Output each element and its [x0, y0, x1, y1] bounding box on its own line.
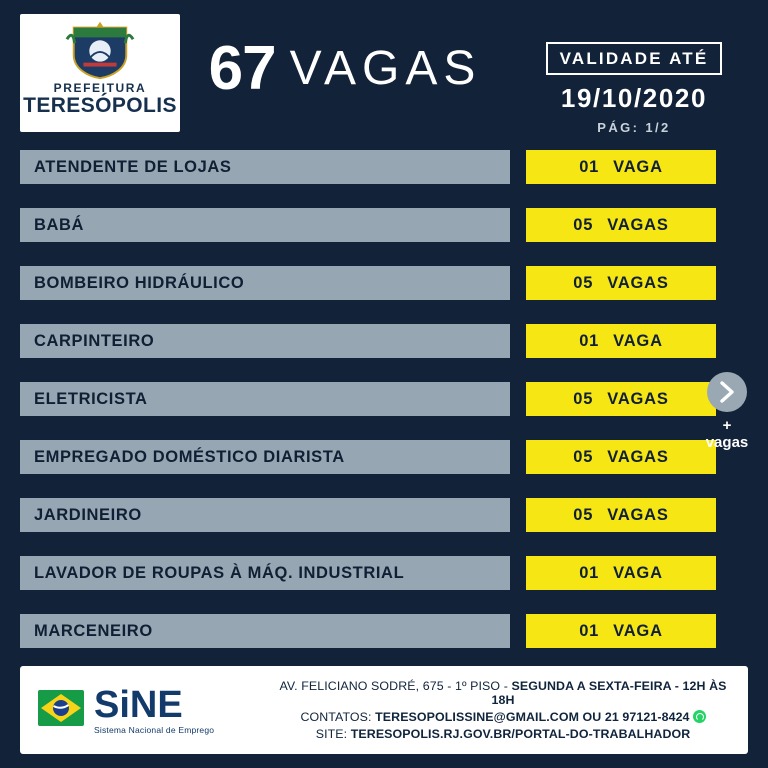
whatsapp-icon [693, 710, 706, 723]
job-count-number: 05 [573, 273, 594, 292]
spacer [510, 324, 526, 358]
list-item [20, 614, 748, 648]
job-count-number: 01 [579, 157, 600, 176]
job-title: BABÁ [20, 208, 510, 242]
job-count-badge [526, 208, 716, 242]
job-count-badge [526, 150, 716, 184]
validity-date: 19/10/2020 [560, 83, 708, 113]
job-count-unit: VAGAS [607, 389, 669, 408]
job-count-badge [526, 440, 716, 474]
coat-of-arms-icon [64, 20, 136, 80]
footer-hours: SEGUNDA A SEXTA-FEIRA - 12H ÀS 18H [491, 679, 727, 707]
list-item [20, 440, 748, 474]
list-item [20, 498, 748, 532]
footer-address-line [274, 679, 732, 707]
spacer [510, 498, 526, 532]
job-count-unit: VAGAS [607, 273, 669, 292]
job-title: MARCENEIRO [20, 614, 510, 648]
poster-header [0, 0, 768, 150]
page-title [180, 14, 520, 103]
footer-site-value[interactable]: TERESOPOLIS.RJ.GOV.BR/PORTAL-DO-TRABALHADOR [350, 727, 691, 741]
job-count-unit: VAGAS [607, 505, 669, 524]
more-plus-label: + [722, 417, 732, 434]
validity-block [520, 14, 748, 135]
job-count-unit: VAGAS [607, 215, 669, 234]
job-count-number: 05 [573, 389, 594, 408]
sine-logo-text [94, 683, 215, 735]
job-count-number: 05 [573, 447, 594, 466]
list-item [20, 150, 748, 184]
footer-contact-line [274, 710, 732, 724]
job-count-unit: VAGA [613, 331, 663, 350]
job-count-badge [526, 266, 716, 300]
job-count-badge [526, 382, 716, 416]
job-count-badge [526, 498, 716, 532]
job-title: LAVADOR DE ROUPAS À MÁQ. INDUSTRIAL [20, 556, 510, 590]
job-count-number: 05 [573, 215, 594, 234]
sine-logo-tagline: Sistema Nacional de Emprego [94, 724, 215, 735]
footer-contact-bar [20, 666, 748, 754]
job-count-number: 05 [573, 505, 594, 524]
footer-info [274, 676, 732, 744]
job-count-unit: VAGA [613, 563, 663, 582]
footer-site-line [274, 727, 732, 741]
crest-sub-label: PREFEITURA [53, 81, 147, 95]
spacer [510, 382, 526, 416]
job-title: ELETRICISTA [20, 382, 510, 416]
list-item [20, 266, 748, 300]
list-item [20, 382, 748, 416]
list-item [20, 556, 748, 590]
spacer [510, 556, 526, 590]
footer-address-prefix: AV. FELICIANO SODRÉ, 675 - 1º PISO - [279, 679, 512, 693]
job-title: ATENDENTE DE LOJAS [20, 150, 510, 184]
job-count-unit: VAGA [613, 621, 663, 640]
validity-label: VALIDADE ATÉ [546, 42, 723, 75]
job-count-unit: VAGA [613, 157, 663, 176]
job-title: EMPREGADO DOMÉSTICO DIARISTA [20, 440, 510, 474]
list-item [20, 208, 748, 242]
brazil-flag-icon [36, 685, 86, 736]
list-item [20, 324, 748, 358]
footer-contact-value[interactable]: TERESOPOLISSINE@GMAIL.COM OU 21 97121-8424 [375, 710, 690, 724]
city-crest [20, 14, 180, 132]
job-count-badge [526, 556, 716, 590]
job-title: CARPINTEIRO [20, 324, 510, 358]
more-text-label: vagas [705, 434, 749, 451]
job-count-badge [526, 324, 716, 358]
spacer [510, 150, 526, 184]
job-title: JARDINEIRO [20, 498, 510, 532]
footer-contact-prefix: CONTATOS: [300, 710, 376, 724]
page-indicator: PÁG: 1/2 [597, 120, 671, 135]
chevron-right-icon[interactable] [707, 372, 747, 412]
vacancy-total-count: 67 [208, 34, 276, 103]
more-vacancies-indicator[interactable] [696, 372, 758, 451]
job-count-number: 01 [579, 621, 600, 640]
spacer [510, 440, 526, 474]
sine-logo-name: SiNE [94, 683, 183, 726]
sine-logo [36, 685, 274, 736]
spacer [510, 208, 526, 242]
job-count-number: 01 [579, 563, 600, 582]
crest-city-label: TERESÓPOLIS [23, 94, 177, 117]
spacer [510, 614, 526, 648]
job-count-number: 01 [579, 331, 600, 350]
job-title: BOMBEIRO HIDRÁULICO [20, 266, 510, 300]
job-count-unit: VAGAS [607, 447, 669, 466]
vacancy-total-word: VAGAS [289, 42, 482, 95]
spacer [510, 266, 526, 300]
vacancy-list [0, 150, 768, 648]
footer-site-prefix: SITE: [315, 727, 351, 741]
job-count-badge [526, 614, 716, 648]
